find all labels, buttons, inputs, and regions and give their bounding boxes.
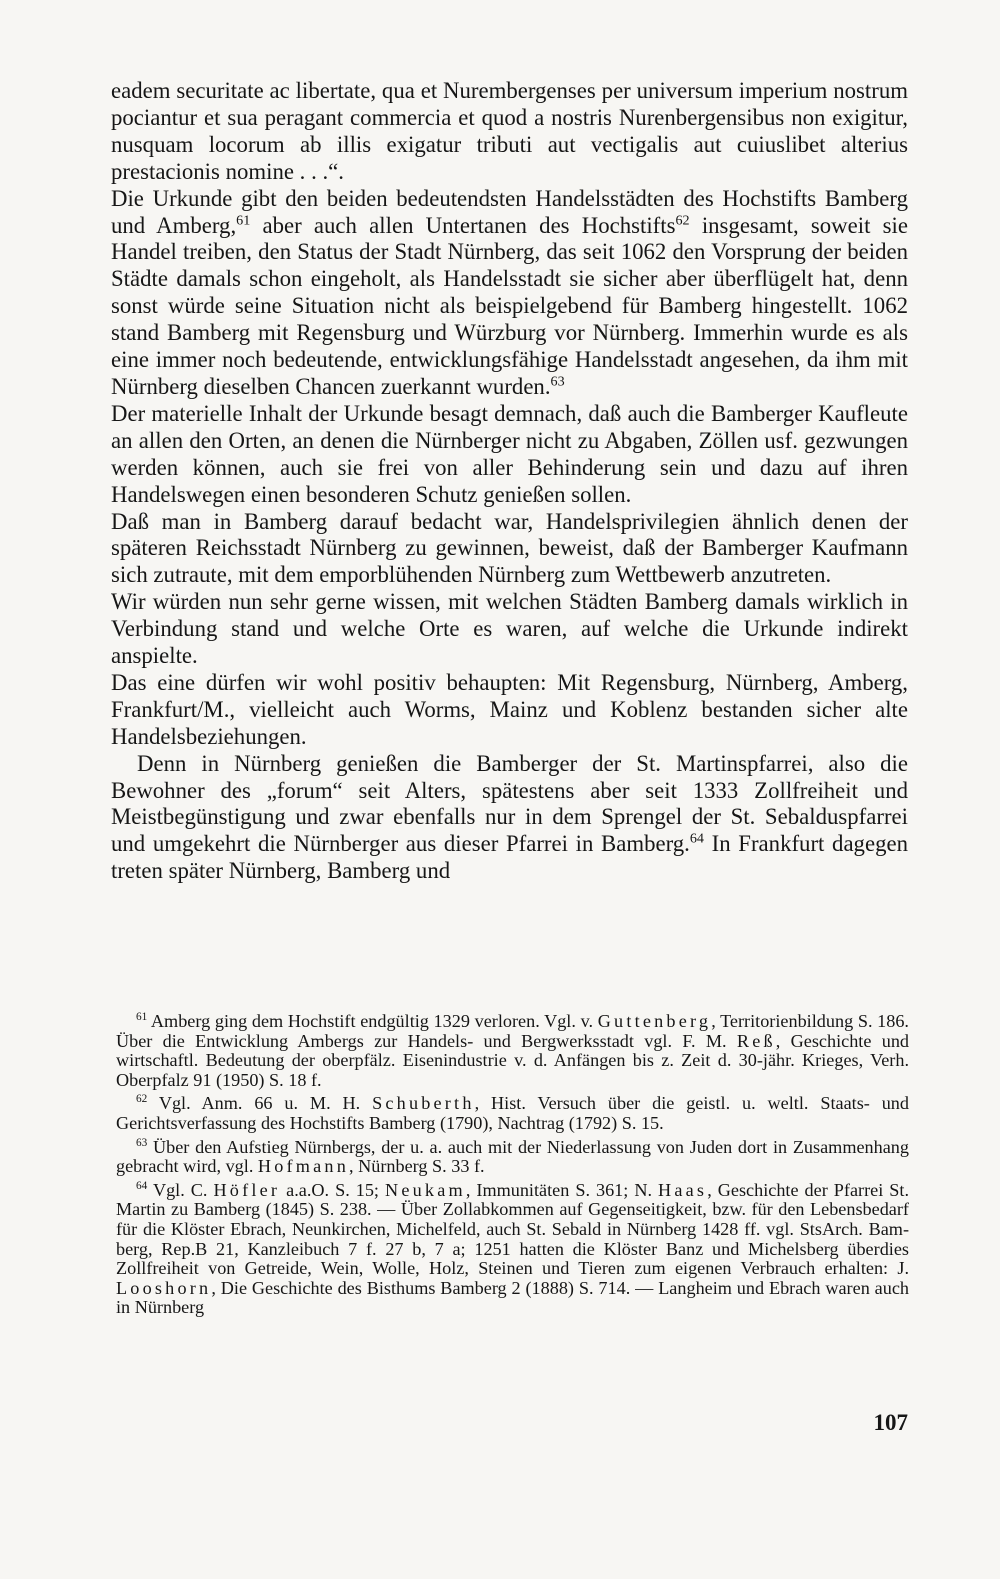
text-run: , Territorienbildung S. 186. Über die Entwicklung Ambergs zur Handels- und Bergwerksstadt vgl. F. M. — [116, 1011, 909, 1051]
text-run: insgesamt, soweit sie Handel treiben, den Status der Stadt Nürnberg, das seit 1062 den Vorsprung der beiden Städte damals schon eingeholt, als Handelsstadt sie sicher aber überflügelt hat, denn sonst würde seine Situation nicht als beispielgebend für Bamberg hingestellt. 1062 stand Bamberg mit Regensburg und Würzburg vor Nürnberg. Immerhin wurde es als eine immer noch bedeutende, entwicklungsfähige Handelsstadt angesehen, da ihm mit Nürnberg dieselben Chancen zuerkannt wurden. — [111, 212, 908, 399]
paragraph-7 — [111, 751, 908, 886]
footnote-reference: 64 — [136, 1179, 148, 1192]
text-run: aber auch allen Untertanen des Hochstifts — [250, 212, 676, 238]
author-name: Schuberth — [372, 1093, 475, 1114]
text-run: Die Urkunde gibt den beiden bedeutendsten Handelsstädten des Hochstifts Bamberg und Amberg, — [111, 185, 908, 238]
text-run: Amberg ging dem Hochstift endgültig 1329 verloren. Vgl. v. — [147, 1011, 598, 1031]
author-name: Reß — [736, 1030, 776, 1051]
paragraph-4 — [111, 509, 908, 590]
text-run: Vgl. C. — [147, 1179, 214, 1200]
footnote-62 — [116, 1094, 909, 1133]
footnote-reference: 64 — [689, 830, 704, 847]
text-run: , Nürnberg S. 33 f. — [349, 1156, 485, 1177]
author-name: Looshorn — [116, 1277, 212, 1298]
text-run: , Immunitäten S. 361; N. — [465, 1179, 659, 1200]
paragraph-3 — [111, 401, 908, 509]
text-run: Denn in Nürnberg genießen die Bamberger der St. Martinspfarrei, also die Bewohner des „forum“ seit Alters, spätestens aber seit 1333 Zollfreiheit und Meistbegünstigung und zwar ebenfalls nur in dem Sprengel der St. Sebalduspfarrei und umgekehrt die Nürnberger aus dieser Pfarrei in Bamberg. — [111, 750, 908, 857]
author-name: Neukam — [385, 1179, 466, 1200]
text-run: eadem securitate ac libertate, qua et Nurembergenses per universum imperium nostrum pociantur et sua peragant commercia et quod a nostris Nurenbergensibus non exigitur, nusquam locorum ab illis exigatur tributi aut vectigalis aut cuiuslibet alterius prestacionis nomine . . .“. — [111, 78, 908, 184]
text-run: Über den Aufstieg Nürnbergs, der u. a. auch mit der Niederlassung von Juden dort in Zusammenhang gebracht wird, vgl. — [116, 1136, 909, 1177]
footnote-reference: 61 — [236, 211, 251, 228]
footnote-reference: 61 — [136, 1010, 148, 1023]
paragraph-5 — [111, 589, 908, 670]
footnote-reference: 62 — [136, 1093, 148, 1106]
paragraph-2 — [111, 186, 908, 401]
text-run: In Frankfurt dagegen treten später Nürnberg, Bamberg und — [111, 831, 908, 884]
text-run: , Geschichte der Pfarrei St. Martin zu Bamberg (1845) S. 238. — Über Zollabkommen auf Gegenseitigkeit, bzw. für den Lebensbedarf für die Klöster Ebrach, Neunkirchen, Michelfeld, auch St. Sebald in Nürnberg 1428 ff. vgl. StsArch. Bamberg, Rep.B 21, Kanzleibuch 7 f. 27 b, 7 a; 1251 hatten die Klöster Banz und Michelsberg überdies Zollfreiheit von Getreide, Wein, Wolle, Holz, Steinen und Tieren zum eigenen Verbrauch erhalten: J. — [116, 1179, 909, 1279]
footnotes — [116, 1012, 909, 1322]
text-run: , Geschichte und wirtschaftl. Bedeutung der oberpfälz. Eisenindustrie v. d. Anfängen bis z. Zeit d. 30-jähr. Krieges, Verh. Oberpfalz 91 (1950) S. 18 f. — [116, 1030, 910, 1090]
paragraph-1 — [111, 78, 908, 186]
text-run: Der materielle Inhalt der Urkunde besagt demnach, daß auch die Bamberger Kaufleute an allen den Orten, an denen die Nürnberger nicht zu Abgaben, Zöllen usf. gezwungen werden können, auch sie frei von aller Behinderung sein und dazu auf ihren Handelswegen einen besonderen Schutz genießen sollen. — [111, 400, 908, 507]
footnote-64 — [116, 1181, 909, 1318]
footnote-reference: 63 — [136, 1136, 148, 1149]
text-run: , Die Geschichte des Bisthums Bamberg 2 (1888) S. 714. — Langheim und Ebrach waren auch in Nürnberg — [116, 1277, 909, 1318]
footnote-reference: 63 — [550, 373, 565, 390]
author-name: Guttenberg — [597, 1011, 712, 1031]
author-name: Hofmann — [257, 1156, 350, 1177]
body-text — [111, 78, 908, 885]
text-run: Vgl. Anm. 66 u. M. H. — [147, 1093, 373, 1114]
page-number: 107 — [873, 1410, 908, 1435]
author-name: Höfler — [213, 1179, 281, 1200]
text-run: Wir würden nun sehr gerne wissen, mit welchen Städten Bamberg damals wirklich in Verbindung stand und welche Orte es waren, auf welche die Urkunde indirekt anspielte. — [111, 589, 908, 669]
text-run: Das eine dürfen wir wohl positiv behaupten: Mit Regensburg, Nürnberg, Amberg, Frankfurt/M., vielleicht auch Worms, Mainz und Koblenz bestanden sicher alte Handelsbeziehungen. — [111, 669, 908, 749]
text-run: Daß man in Bamberg darauf bedacht war, Handelsprivilegien ähnlich denen der späteren Reichsstadt Nürnberg zu gewinnen, beweist, daß der Bamberger Kaufmann sich zutraute, mit dem emporblühenden Nürnberg zum Wettbewerb anzutreten. — [111, 508, 908, 588]
footnote-reference: 62 — [675, 211, 690, 228]
text-run: a.a.O. S. 15; — [280, 1179, 385, 1200]
text-run: , Hist. Versuch über die geistl. u. weltl. Staats- und Gerichtsverfassung des Hochstifts Bamberg (1790), Nachtrag (1792) S. 15. — [116, 1093, 909, 1133]
paragraph-6 — [111, 670, 908, 751]
footnote-61 — [116, 1012, 909, 1090]
footnote-63 — [116, 1138, 909, 1177]
author-name: Haas — [658, 1179, 708, 1200]
